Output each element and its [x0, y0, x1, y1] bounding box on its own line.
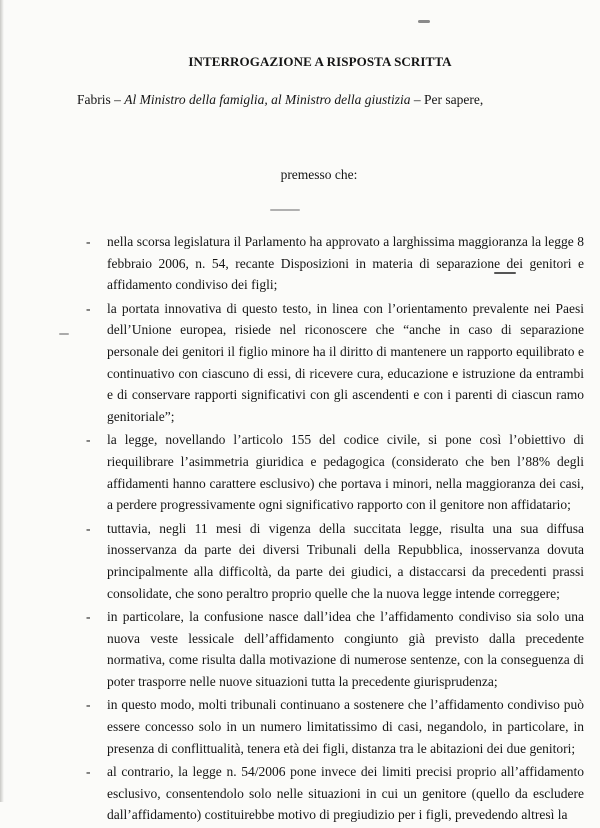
separator: –: [410, 92, 425, 107]
list-item: [86, 518, 584, 604]
bullet-dash: -: [86, 764, 91, 780]
per-sapere: Per sapere,: [424, 92, 484, 107]
addressee-line: [77, 92, 483, 108]
document-title: INTERROGAZIONE A RISPOSTA SCRITTA: [188, 54, 452, 69]
list-item: [86, 231, 584, 296]
author-name: Fabris: [77, 92, 111, 107]
premise-list: [86, 231, 584, 828]
addressee-ministers: Al Ministro della famiglia, al Ministro della giustizia: [124, 92, 411, 107]
premesso-heading: premesso che:: [280, 167, 358, 182]
list-item: [86, 298, 584, 428]
separator: –: [110, 92, 125, 107]
paragraph-text: in particolare, la confusione nasce dall’idea che l’affidamento condiviso sia solo una nuova veste lessicale dell’affidamento congiunto già previsto dalla precedente normativa, come risulta dalla motivazione di numerose sentenze, con la conseguenza di poter trasporre nelle nuove situazioni tutta la precedente giurisprudenza;: [107, 609, 584, 689]
paragraph-text: nella scorsa legislatura il Parlamento ha approvato a larghissima maggioranza la legge 8 febbraio 2006, n. 54, recante Disposizioni in materia di separazione dei genitori e affidamento condiviso dei figli;: [107, 234, 584, 293]
bullet-dash: -: [86, 697, 91, 713]
paragraph-text: in questo modo, molti tribunali continuano a sostenere che l’affidamento condiviso può essere concesso solo in un numero limitatissimo di casi, negandolo, in particolare, in presenza di conflittualità, tenera età dei figli, distanza tra le abitazioni dei due genitori;: [107, 697, 584, 756]
bullet-dash: -: [86, 609, 91, 625]
paragraph-text: al contrario, la legge n. 54/2006 pone invece dei limiti precisi proprio all’affidamento esclusivo, consentendolo solo nelle situazioni in cui un genitore (quello da escludere dall’affidamento) costituirebbe motivo di pregiudizio per i figli, prevedendo altresì la: [107, 764, 584, 823]
bullet-dash: -: [86, 234, 91, 249]
bullet-dash: -: [86, 432, 91, 448]
scan-speck: [270, 209, 300, 211]
paragraph-text: tuttavia, negli 11 mesi di vigenza della succitata legge, risulta una sua diffusa inosservanza da parte dei diversi Tribunali della Repubblica, inosservanza dovuta principalmente alla difficoltà, da parte dei giudici, a distaccarsi da precedenti prassi consolidate, che sono peraltro proprio quelle che la nuova legge intende correggere;: [107, 520, 584, 601]
page-edge-shadow: [0, 0, 4, 802]
paragraph-text: la portata innovativa di questo testo, in linea con l’orientamento prevalente nei Paesi dell’Unione europea, risiede nel riconoscere che “anche in caso di separazione personale dei genitori il figlio minore ha il diritto di mantenere un rapporto equilibrato e continuativo con ciascuno di essi, di ricevere cura, educazione e istruzione da entrambi e di conservare rapporti significativi con gli ascendenti e con i parenti di ciascun ramo genitoriale”;: [107, 300, 584, 424]
paragraph-text: la legge, novellando l’articolo 155 del codice civile, si pone così l’obiettivo di riequilibrare l’asimmetria giuridica e pedagogica (considerato che ben l’88% degli affidamenti hanno carattere esclusivo) che portava i minori, nella maggioranza dei casi, a perdere progressivamente ogni significativo rapporto con il genitore non affidatario;: [107, 432, 584, 513]
list-item: [86, 761, 584, 826]
list-item: [86, 694, 584, 759]
list-item: [86, 429, 584, 515]
list-item: [86, 606, 584, 692]
scan-speck: [418, 20, 430, 23]
bullet-dash: -: [86, 300, 91, 316]
scan-speck: [59, 333, 69, 335]
bullet-dash: -: [86, 520, 91, 536]
